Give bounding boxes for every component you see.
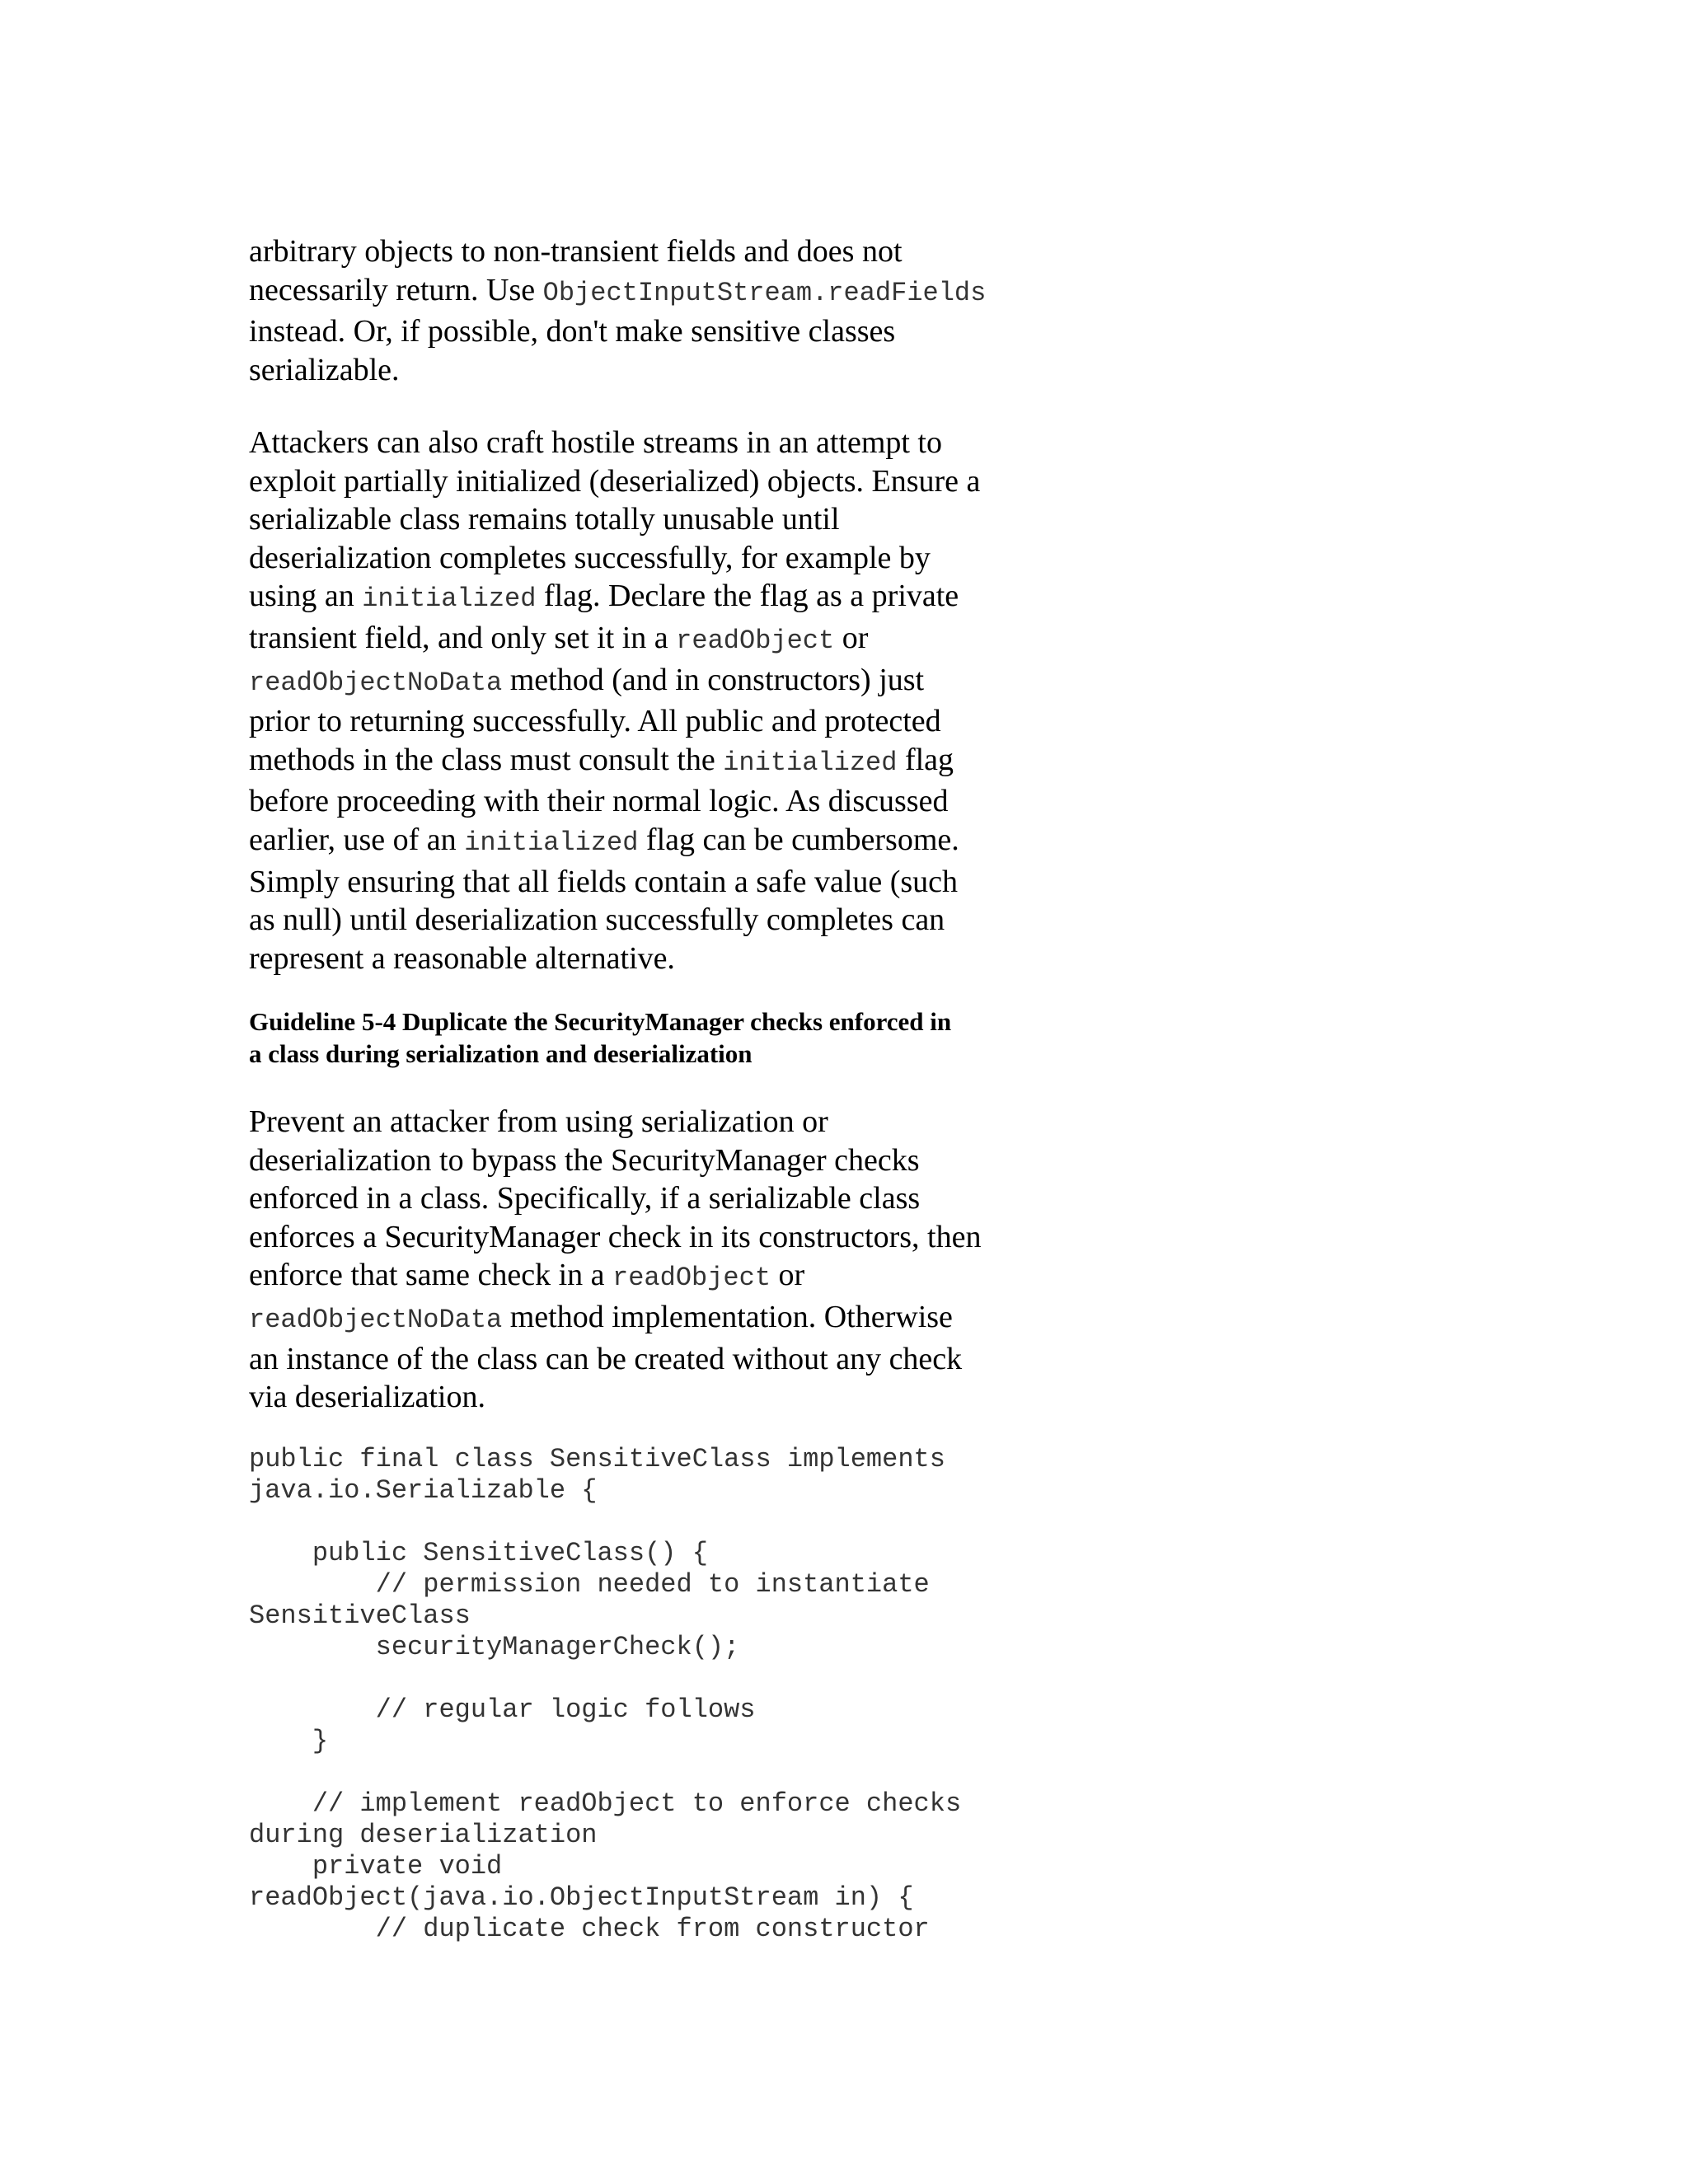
inline-code: initialized <box>362 583 537 615</box>
text-line: Attackers can also craft hostile streams in an attempt to <box>249 425 942 460</box>
text-line <box>249 661 980 703</box>
text-line <box>249 619 980 661</box>
text-line: as null) until deserialization successfully completes can <box>249 902 945 938</box>
text-run: or <box>771 1258 805 1293</box>
inline-code: initialized <box>723 747 898 778</box>
text-line: via deserialization. <box>249 1380 485 1415</box>
text-line: serializable. <box>249 352 400 387</box>
heading-line: a class during serialization and deserialization <box>249 1039 753 1068</box>
text-line: enforces a SecurityManager check in its constructors, then <box>249 1219 982 1254</box>
text-run: or <box>834 620 869 655</box>
text-line: an instance of the class can be created without any check <box>249 1341 963 1376</box>
text-line <box>249 821 980 863</box>
code-block-sensitive-class: public final class SensitiveClass implements java.io.Serializable { public SensitiveClass() { // permission needed to instantiate SensitiveClass securityManagerCheck(); // regular logic follows } // implement readObject to enforce checks during deserialization private void readObject(java.io.ObjectInputStream in) { // duplicate check from constructor <box>249 1444 962 1944</box>
text-line <box>249 1256 981 1298</box>
text-line: serializable class remains totally unusable until <box>249 502 840 537</box>
inline-code: initialized <box>464 827 639 858</box>
inline-code: readObject <box>676 625 835 656</box>
text-run: flag <box>897 742 954 777</box>
text-line: enforced in a class. Specifically, if a serializable class <box>249 1181 921 1216</box>
text-line <box>249 577 980 619</box>
inline-code: ObjectInputStream.readFields <box>542 277 987 308</box>
paragraph-readfields <box>249 232 986 389</box>
heading-line: Guideline 5-4 Duplicate the SecurityManager checks enforced in <box>249 1007 952 1036</box>
text-run: enforce that same check in a <box>249 1258 612 1293</box>
text-line: deserialization completes successfully, for example by <box>249 540 931 575</box>
text-run: necessarily return. Use <box>249 272 543 307</box>
text-line: arbitrary objects to non-transient fields and does not <box>249 234 903 269</box>
text-line: prior to returning successfully. All public and protected <box>249 704 941 739</box>
text-line: represent a reasonable alternative. <box>249 940 675 976</box>
text-run: flag. Declare the flag as a private <box>536 579 959 614</box>
inline-code: readObject <box>612 1263 771 1294</box>
text-run: method (and in constructors) just <box>502 662 925 697</box>
text-line: instead. Or, if possible, don't make sensitive classes <box>249 314 896 349</box>
text-run: method implementation. Otherwise <box>502 1299 953 1334</box>
section-heading-guideline-5-4 <box>249 1005 951 1070</box>
text-line <box>249 741 980 783</box>
text-line <box>249 1298 981 1340</box>
text-line: deserialization to bypass the SecurityManager checks <box>249 1142 920 1178</box>
text-line: Prevent an attacker from using serialization or <box>249 1104 828 1139</box>
paragraph-hostile-streams <box>249 424 980 977</box>
text-run: transient field, and only set it in a <box>249 620 677 655</box>
text-run: earlier, use of an <box>249 822 465 857</box>
text-run: flag can be cumbersome. <box>638 822 959 857</box>
text-run: methods in the class must consult the <box>249 742 724 777</box>
text-line: before proceeding with their normal logic. As discussed <box>249 784 949 819</box>
inline-code: readObjectNoData <box>249 667 503 698</box>
text-line: Simply ensuring that all fields contain a safe value (such <box>249 864 959 899</box>
inline-code: readObjectNoData <box>249 1304 503 1335</box>
paragraph-securitymanager <box>249 1103 981 1417</box>
text-run: using an <box>249 579 363 614</box>
text-line <box>249 271 986 313</box>
text-line: exploit partially initialized (deserialized) objects. Ensure a <box>249 463 981 499</box>
